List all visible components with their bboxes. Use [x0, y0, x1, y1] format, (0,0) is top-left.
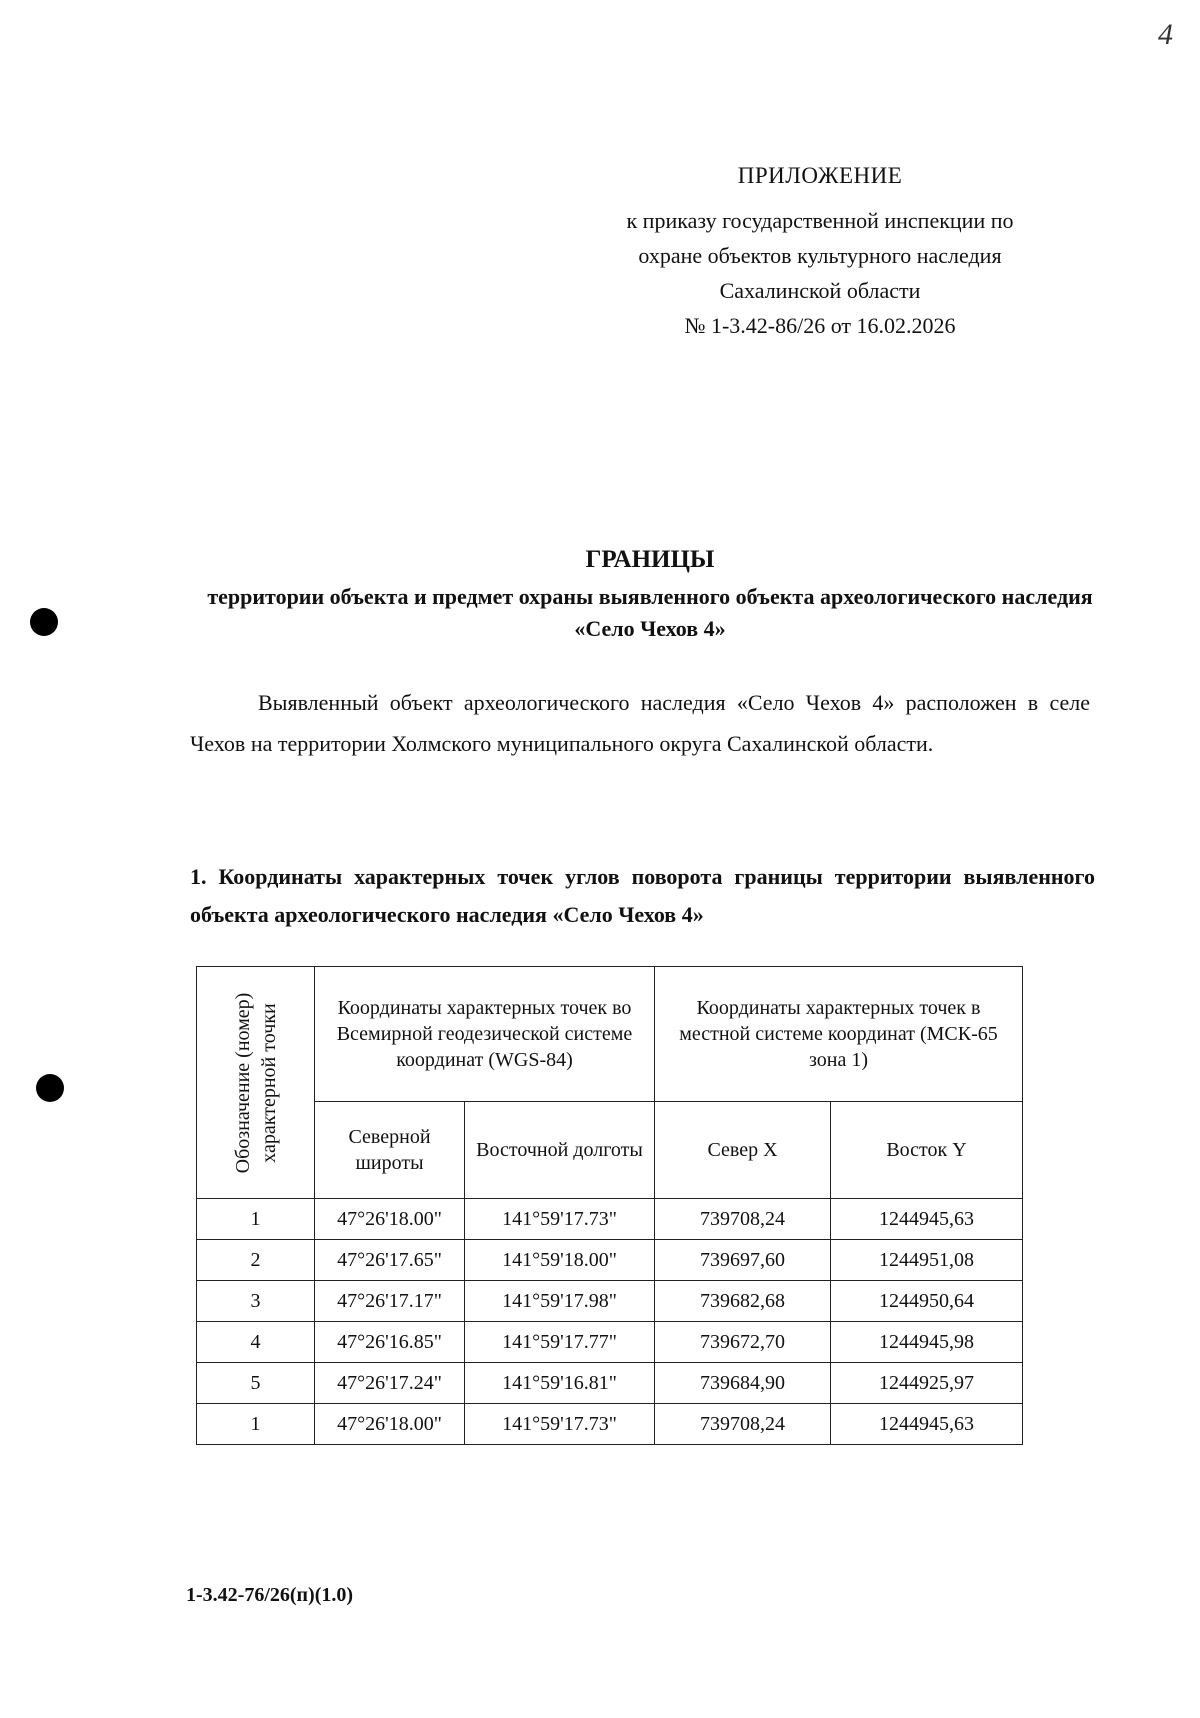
latitude-cell: 47°26'18.00" [315, 1404, 465, 1445]
north-x-cell: 739684,90 [655, 1363, 831, 1404]
appendix-title: ПРИЛОЖЕНИЕ [737, 163, 903, 188]
east-y-cell: 1244945,98 [831, 1322, 1023, 1363]
footer-document-code: 1-3.42-76/26(п)(1.0) [186, 1584, 354, 1606]
point-cell: 4 [197, 1322, 315, 1363]
table-row [197, 1322, 1023, 1363]
east-y-header: Восток Y [831, 1102, 1023, 1199]
point-column-header [197, 967, 315, 1199]
point-header-text: Обозначение (номер) характерной точки [231, 992, 280, 1173]
appendix-line: Сахалинской области [719, 278, 921, 303]
binder-hole-bottom [36, 1074, 64, 1102]
latitude-header: Северной широты [315, 1102, 465, 1199]
heading-title: ГРАНИЦЫ [585, 546, 715, 573]
north-x-header: Север X [655, 1102, 831, 1199]
appendix-line: охране объектов культурного наследия [638, 243, 1002, 268]
table-row [197, 1363, 1023, 1404]
longitude-cell: 141°59'18.00" [465, 1240, 655, 1281]
handwritten-page-number: 4 [1158, 18, 1173, 51]
coordinates-table [196, 966, 1023, 1445]
east-y-cell: 1244945,63 [831, 1199, 1023, 1240]
east-y-cell: 1244950,64 [831, 1281, 1023, 1322]
table-row [197, 1240, 1023, 1281]
latitude-cell: 47°26'17.17" [315, 1281, 465, 1322]
intro-paragraph: Выявленный объект археологического наследия «Село Чехов 4» расположен в селе Чехов на территории Холмского муниципального округа Сахалинской области. [190, 690, 1090, 756]
latitude-cell: 47°26'17.65" [315, 1240, 465, 1281]
coordinates-table-wrap [196, 966, 1023, 1445]
table-row [197, 1281, 1023, 1322]
east-y-cell: 1244951,08 [831, 1240, 1023, 1281]
point-cell: 1 [197, 1199, 315, 1240]
north-x-cell: 739682,68 [655, 1281, 831, 1322]
north-x-cell: 739672,70 [655, 1322, 831, 1363]
longitude-header: Восточной долготы [465, 1102, 655, 1199]
point-cell: 1 [197, 1404, 315, 1445]
appendix-header [540, 158, 1100, 343]
point-cell: 5 [197, 1363, 315, 1404]
north-x-cell: 739708,24 [655, 1199, 831, 1240]
longitude-cell: 141°59'17.98" [465, 1281, 655, 1322]
latitude-cell: 47°26'18.00" [315, 1199, 465, 1240]
north-x-cell: 739697,60 [655, 1240, 831, 1281]
table-row [197, 1199, 1023, 1240]
table-row [197, 1404, 1023, 1445]
local-group-header: Координаты характерных точек в местной системе координат (МСК-65 зона 1) [655, 967, 1023, 1102]
longitude-cell: 141°59'17.77" [465, 1322, 655, 1363]
document-heading [180, 543, 1120, 645]
latitude-cell: 47°26'17.24" [315, 1363, 465, 1404]
appendix-order-number: № 1-3.42-86/26 от 16.02.2026 [684, 313, 956, 338]
longitude-cell: 141°59'16.81" [465, 1363, 655, 1404]
east-y-cell: 1244945,63 [831, 1404, 1023, 1445]
longitude-cell: 141°59'17.73" [465, 1404, 655, 1445]
appendix-line: к приказу государственной инспекции по [626, 208, 1014, 233]
east-y-cell: 1244925,97 [831, 1363, 1023, 1404]
heading-subtitle: территории объекта и предмет охраны выявленного объекта археологического наследия «Село Чехов 4» [207, 584, 1093, 641]
latitude-cell: 47°26'16.85" [315, 1322, 465, 1363]
section-title: 1. Координаты характерных точек углов поворота границы территории выявленного объекта археологического наследия «Село Чехов 4» [190, 864, 1095, 927]
binder-hole-top [30, 608, 58, 636]
point-cell: 2 [197, 1240, 315, 1281]
longitude-cell: 141°59'17.73" [465, 1199, 655, 1240]
point-cell: 3 [197, 1281, 315, 1322]
wgs-group-header: Координаты характерных точек во Всемирной геодезической системе координат (WGS-84) [315, 967, 655, 1102]
north-x-cell: 739708,24 [655, 1404, 831, 1445]
